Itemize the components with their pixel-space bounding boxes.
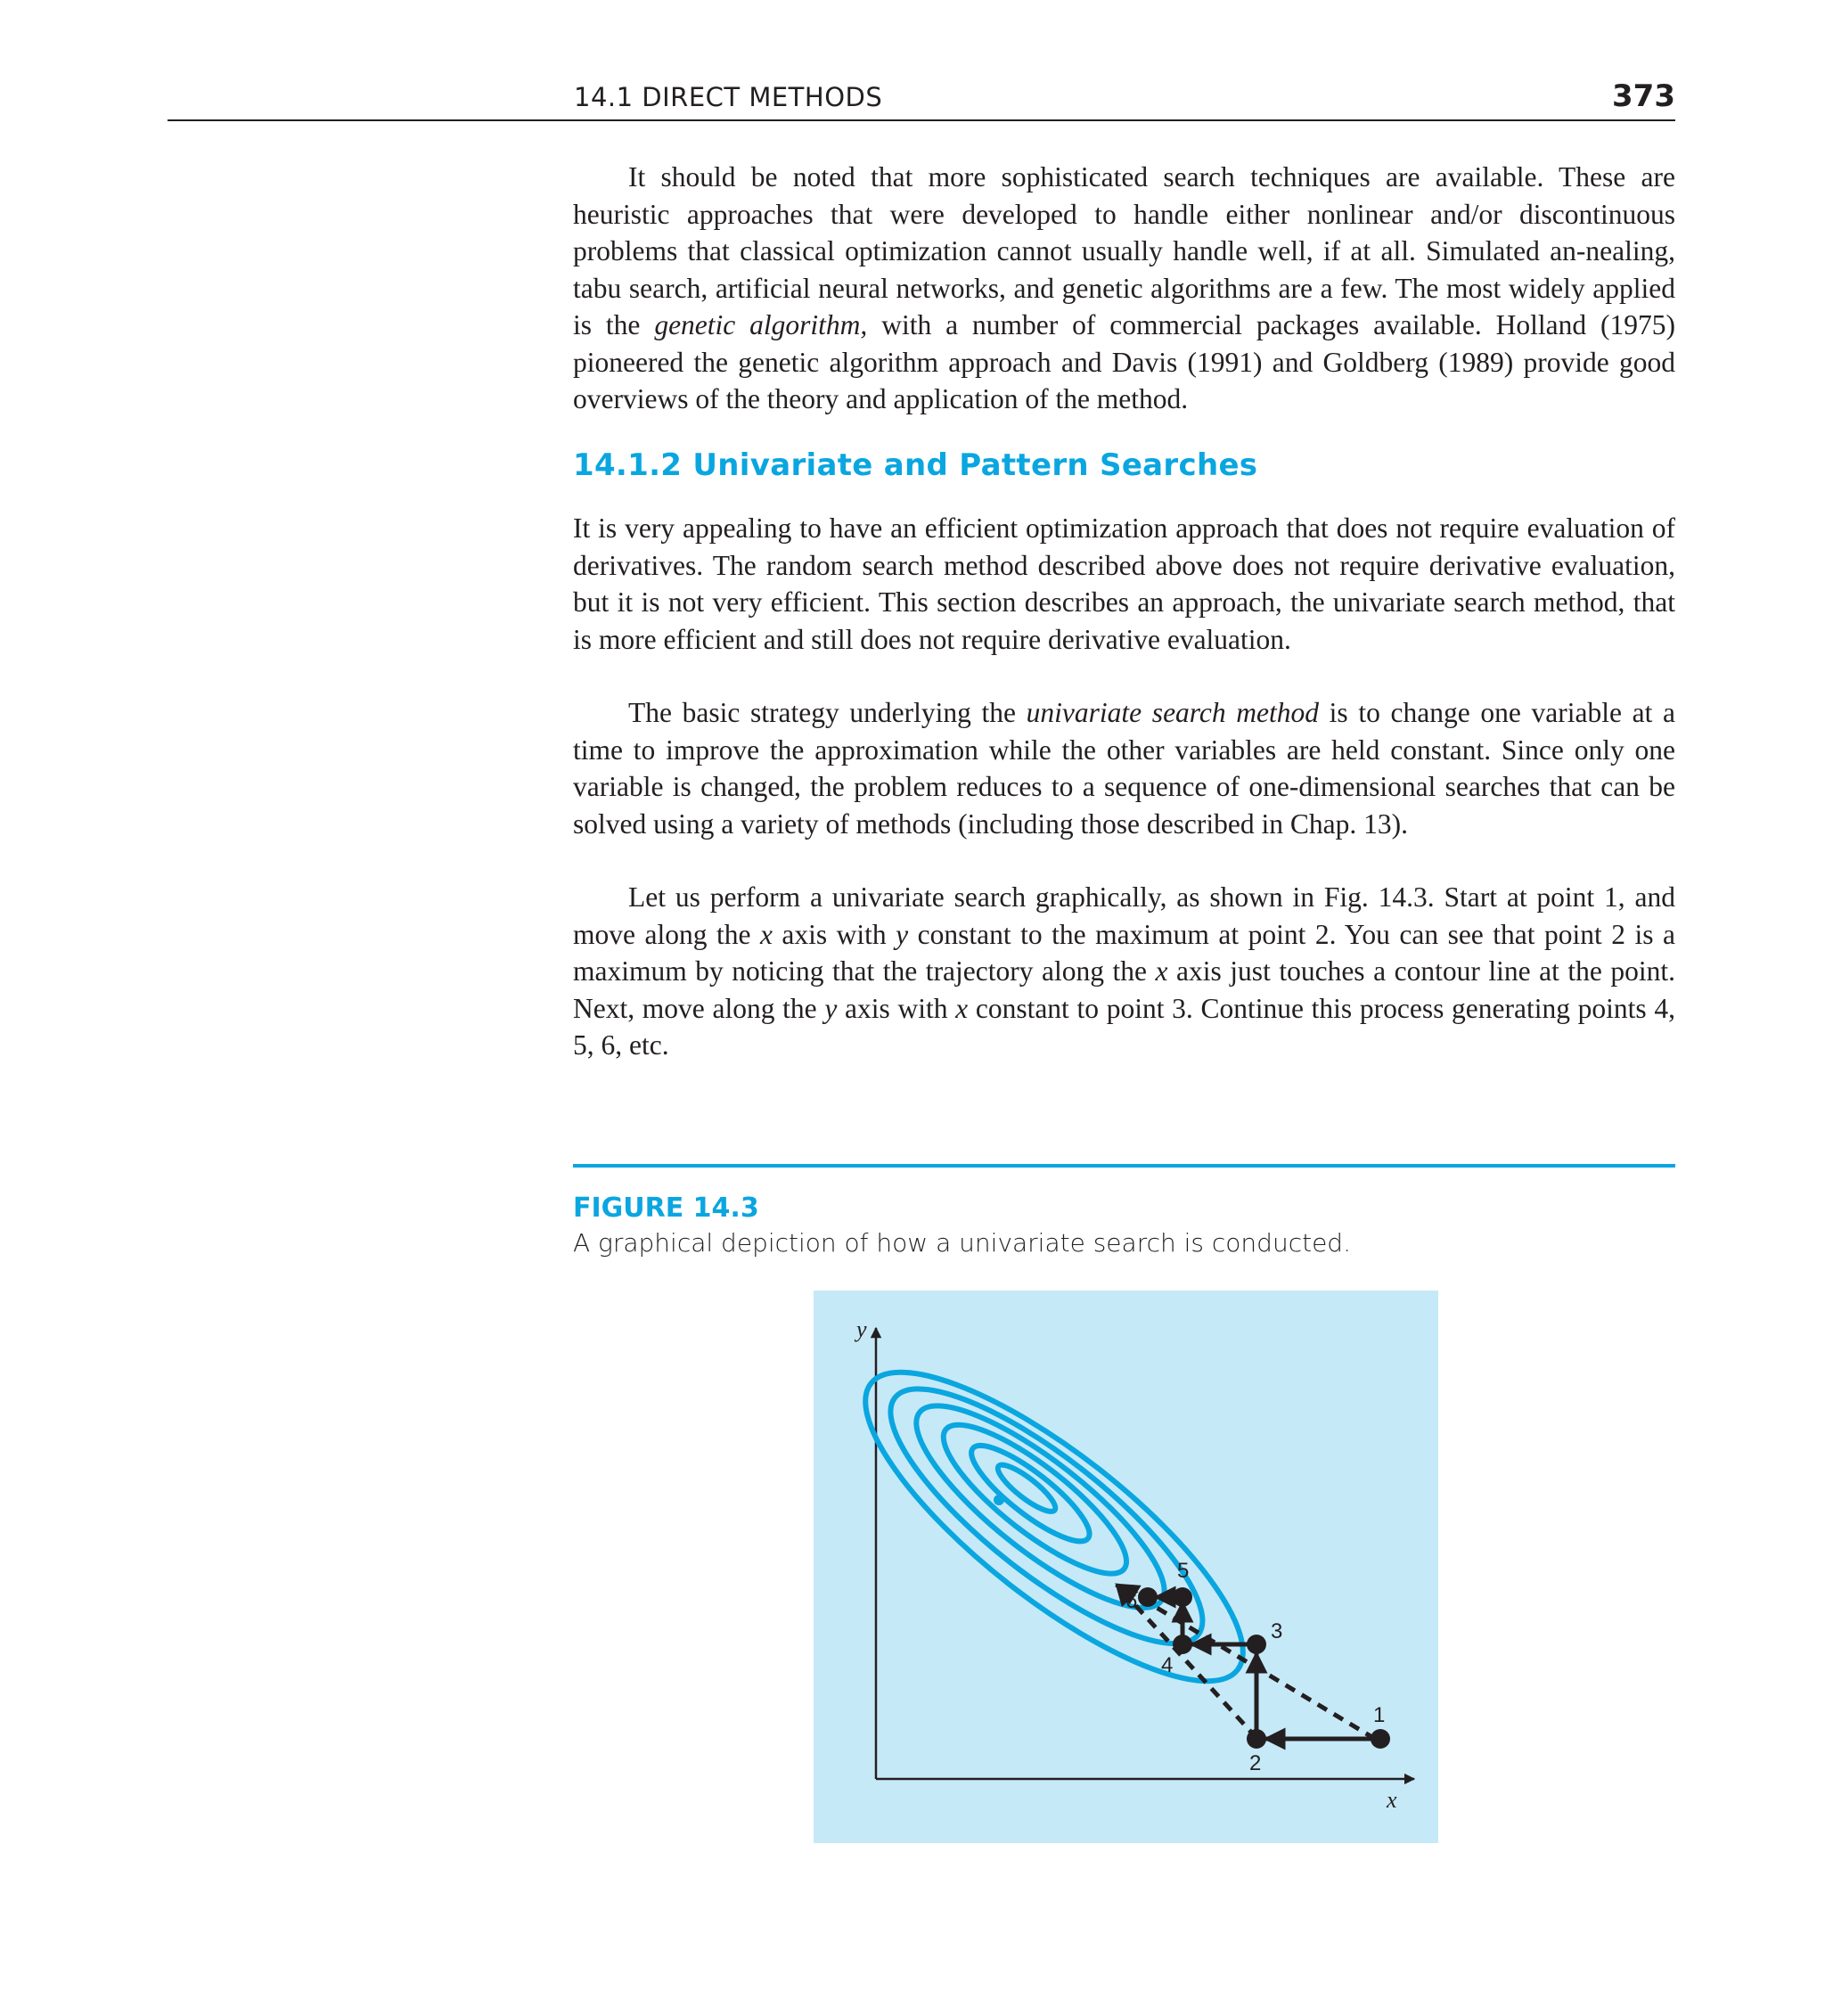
- intro-text-2: with a number of commercial packages available. Holland (1975) pioneered the genetic algorithm approach and Davis (1991) and Goldberg (1989) provide good overviews of the theory and application of the method.: [573, 309, 1676, 414]
- paragraph-2: [573, 694, 1675, 842]
- intro-term-genetic-algorithm: genetic algorithm,: [654, 309, 868, 340]
- intro-text-1: It should be noted that more sophisticated search techniques are available. These are heuristic approaches that were developed to handle either nonlinear and/or discontinuous problems that classical optimization cannot usually handle well, if at all. Simulated an-nealing, tabu search, artificial neural networks, and genetic algorithms are a few. The most widely applied is the: [573, 161, 1675, 340]
- subsection-heading: 14.1.2 Univariate and Pattern Searches: [573, 447, 1258, 483]
- p3-text-3: constant to the maximum at point 2. You can see that point 2 is a maximum by noticing that the trajectory along the: [573, 918, 1675, 987]
- p3-text-1: Let us perform a univariate search graphically, as shown in Fig. 14.3. Start at point 1, and move along the: [573, 881, 1675, 950]
- point-4: [1173, 1635, 1192, 1654]
- p3-var-x: x: [1155, 955, 1168, 987]
- p2-term-univariate: univariate search method: [1026, 697, 1320, 728]
- running-head-section: 14.1 DIRECT METHODS: [574, 82, 883, 112]
- running-head: [168, 78, 1675, 121]
- y-axis-label: y: [856, 1316, 867, 1342]
- x-axis-label: x: [1387, 1787, 1397, 1813]
- p2-text-2: is to change one variable at a time to improve the approximation while the other variables are held constant. Since only one variable is changed, the problem reduces to a sequence of one-dimensional searches that can be solved using a variety of methods (including those described in Chap. 13).: [573, 697, 1675, 840]
- figure-canvas: [814, 1291, 1438, 1843]
- optimum-marker: [994, 1495, 1004, 1505]
- figure-rule: [573, 1164, 1675, 1168]
- point-label-1: 1: [1373, 1703, 1386, 1727]
- intro-paragraph: [573, 159, 1675, 418]
- paragraph-3: [573, 879, 1675, 1064]
- p3-text-5: axis with: [837, 992, 956, 1024]
- p2-text-1: The basic strategy underlying the: [628, 697, 1027, 728]
- point-6: [1138, 1587, 1158, 1607]
- figure-label: FIGURE 14.3: [573, 1192, 759, 1224]
- p3-var-y: y: [896, 918, 909, 950]
- point-label-6: 6: [1125, 1589, 1138, 1613]
- figure-univariate-search: [814, 1291, 1438, 1843]
- point-label-3: 3: [1271, 1619, 1283, 1643]
- point-label-2: 2: [1249, 1751, 1262, 1775]
- p3-var-y: y: [824, 992, 838, 1024]
- p3-text-6: constant to point 3. Continue this process generating points 4, 5, 6, etc.: [573, 992, 1675, 1061]
- point-label-4: 4: [1161, 1653, 1174, 1677]
- point-1: [1371, 1729, 1390, 1749]
- point-2: [1247, 1729, 1266, 1749]
- point-5: [1173, 1587, 1192, 1607]
- p3-var-x: x: [955, 992, 969, 1024]
- p3-var-x: x: [759, 918, 773, 950]
- figure-caption: A graphical depiction of how a univariate search is conducted.: [573, 1228, 1351, 1258]
- point-3: [1247, 1635, 1266, 1654]
- p3-text-2: axis with: [772, 918, 896, 950]
- page-number: 373: [1612, 78, 1675, 114]
- point-label-5: 5: [1177, 1559, 1190, 1583]
- p3-text-4: axis just touches a contour line at the point. Next, move along the: [573, 955, 1675, 1024]
- paragraph-1: It is very appealing to have an efficient optimization approach that does not require evaluation of derivatives. The random search method described above does not require derivative evaluation, but it is not very efficient. This section describes an approach, the univariate search method, that is more efficient and still does not require derivative evaluation.: [573, 512, 1675, 655]
